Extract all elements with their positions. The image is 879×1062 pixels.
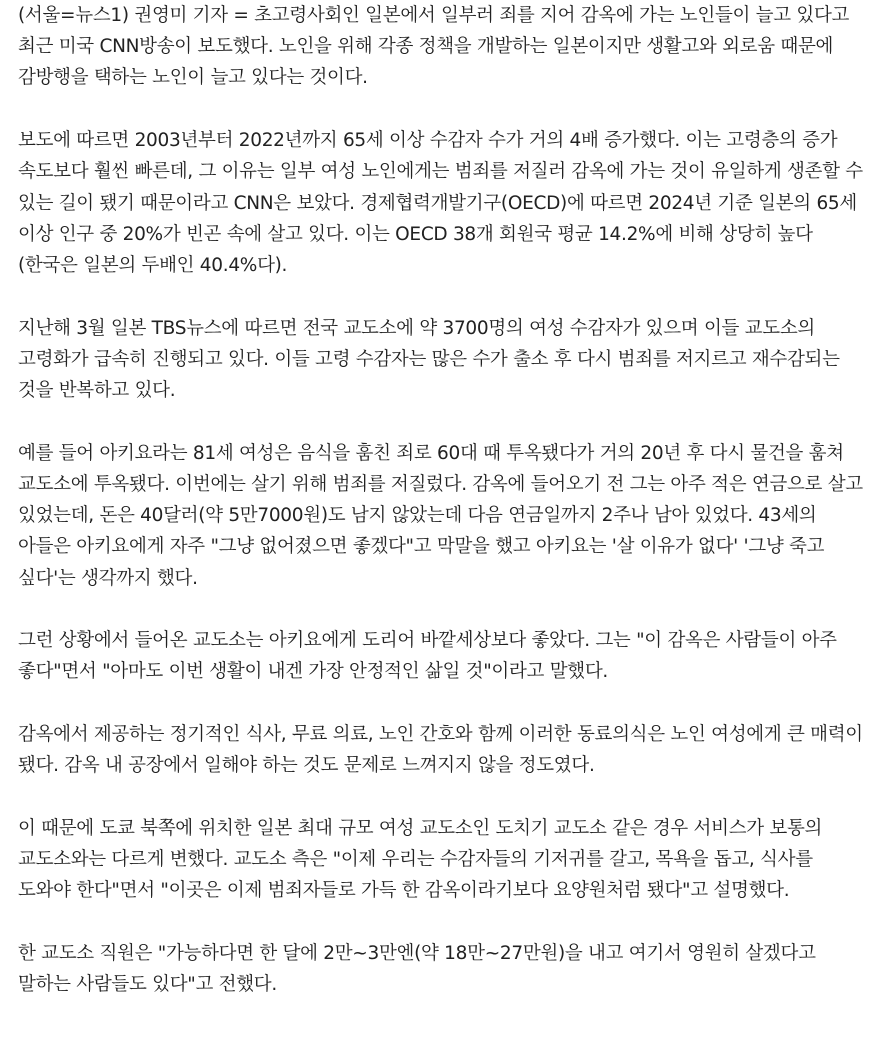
- article-paragraph-tochigi-prison: 이 때문에 도쿄 북쪽에 위치한 일본 최대 규모 여성 교도소인 도치기 교도소 같은 경우 서비스가 보통의 교도소와는 다르게 변했다. 교도소 측은 "이제 우리는 수감자들의 기저귀를 갈고, 목욕을 돕고, 식사를 도와야 한다"면서 "이곳은 이제 범죄자들로 가득 한 감옥이라기보다 요양원처럼 됐다"고 설명했다.: [18, 818, 823, 902]
- article-paragraph-staff-quote: 한 교도소 직원은 "가능하다면 한 달에 2만~3만엔(약 18만~27만원)을 내고 여기서 영원히 살겠다고 말하는 사람들도 있다"고 전했다.: [18, 943, 816, 996]
- article-paragraph-prison-benefits: 감옥에서 제공하는 정기적인 식사, 무료 의료, 노인 간호와 함께 이러한 동료의식은 노인 여성에게 큰 매력이 됐다. 감옥 내 공장에서 일해야 하는 것도 문제로 느껴지지 않을 정도였다.: [18, 724, 863, 777]
- article-body: [18, 0, 863, 1001]
- article-paragraph-akiyo-story: 예를 들어 아키요라는 81세 여성은 음식을 훔친 죄로 60대 때 투옥됐다가 거의 20년 후 다시 물건을 훔쳐 교도소에 투옥됐다. 이번에는 살기 위해 범죄를 저질렀다. 감옥에 들어오기 전 그는 아주 적은 연금으로 살고 있었는데, 돈은 40달러(약 5만7000원)도 남지 않았는데 다음 연금일까지 2주나 남아 있었다. 43세의 아들은 아키요에게 자주 "그냥 없어졌으면 좋겠다"고 막말을 했고 아키요는 '살 이유가 없다' '그냥 죽고 싶다'는 생각까지 했다.: [18, 442, 863, 589]
- article-paragraph-tbs-report: 지난해 3월 일본 TBS뉴스에 따르면 전국 교도소에 약 3700명의 여성 수감자가 있으며 이들 교도소의 고령화가 급속히 진행되고 있다. 이들 고령 수감자는 많은 수가 출소 후 다시 범죄를 저지르고 재수감되는 것을 반복하고 있다.: [18, 317, 840, 402]
- article-paragraph-statistics: 보도에 따르면 2003년부터 2022년까지 65세 이상 수감자 수가 거의 4배 증가했다. 이는 고령층의 증가 속도보다 훨씬 빠른데, 그 이유는 일부 여성 노인에게는 범죄를 저질러 감옥에 가는 것이 유일하게 생존할 수 있는 길이 됐기 때문이라고 CNN은 보았다. 경제협력개발기구(OECD)에 따르면 2024년 기준 일본의 65세 이상 인구 중 20%가 빈곤 속에 살고 있다. 이는 OECD 38개 회원국 평균 14.2%에 비해 상당히 높다(한국은 일본의 두배인 40.4%다).: [18, 130, 863, 276]
- article-paragraph-lead: (서울=뉴스1) 권영미 기자 = 초고령사회인 일본에서 일부러 죄를 지어 감옥에 가는 노인들이 늘고 있다고 최근 미국 CNN방송이 보도했다. 노인을 위해 각종 정책을 개발하는 일본이지만 생활고와 외로움 때문에 감방행을 택하는 노인이 늘고 있다는 것이다.: [18, 5, 850, 89]
- article-paragraph-akiyo-quote: 그런 상황에서 들어온 교도소는 아키요에게 도리어 바깥세상보다 좋았다. 그는 "이 감옥은 사람들이 아주 좋다"면서 "아마도 이번 생활이 내겐 가장 안정적인 삶일 것"이라고 말했다.: [18, 630, 837, 683]
